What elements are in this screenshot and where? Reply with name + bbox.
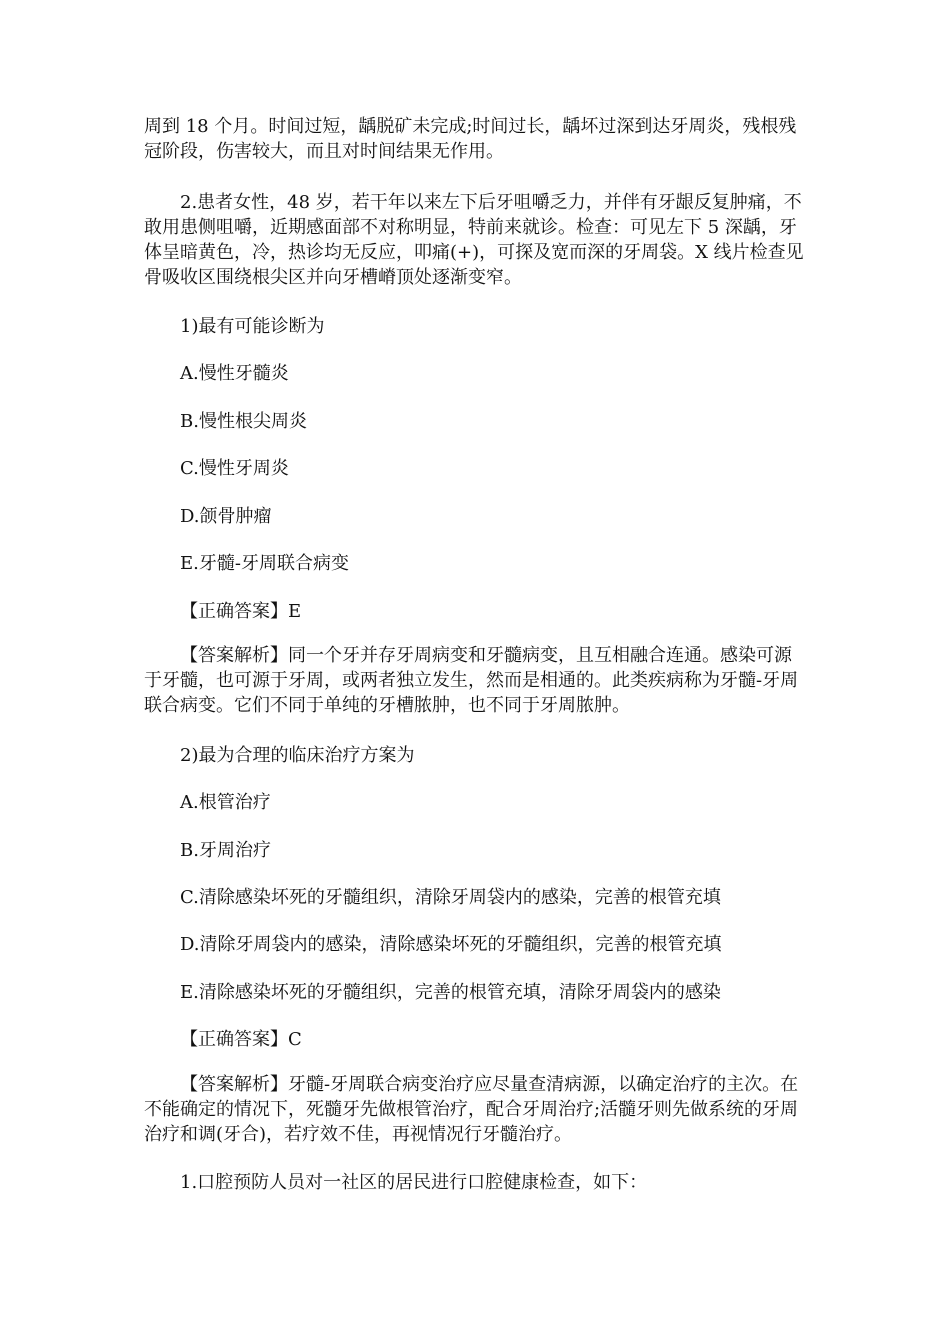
question-1-stem: 1)最有可能诊断为: [180, 316, 325, 337]
paragraph-intro-continuation: 周到 18 个月。时间过短，龋脱矿未完成;时间过长，龋坏过深到达牙周炎，残根残冠阶段，伤害较大，而且对时间结果无作用。: [144, 116, 797, 162]
question-1-option-b: B.慢性根尖周炎: [180, 411, 307, 432]
question-2-option-a: A.根管治疗: [180, 792, 271, 813]
question-1-explanation: 【答案解析】同一个牙并存牙周病变和牙髓病变，且互相融合连通。感染可源于牙髓，也可源于牙周，或两者独立发生，然而是相通的。此类疾病称为牙髓-牙周联合病变。它们不同于单纯的牙槽脓肿，也不同于牙周脓肿。: [144, 645, 799, 716]
question-2-explanation: 【答案解析】牙髓-牙周联合病变治疗应尽量查清病源，以确定治疗的主次。在不能确定的情况下，死髓牙先做根管治疗，配合牙周治疗;活髓牙则先做系统的牙周治疗和调(牙合)，若疗效不佳，再视情况行牙髓治疗。: [144, 1074, 799, 1145]
question-1-option-e: E.牙髓-牙周联合病变: [180, 553, 349, 574]
question-2-stem: 2)最为合理的临床治疗方案为: [180, 745, 415, 766]
paragraph-case-2: 2.患者女性，48 岁，若干年以来左下后牙咀嚼乏力，并伴有牙龈反复肿痛，不敢用患侧咀嚼，近期感面部不对称明显，特前来就诊。检查：可见左下 5 深龋，牙体呈暗黄色，冷，热诊均无反应，叩痛(+)，可探及宽而深的牙周袋。X 线片检查见骨吸收区围绕根尖区并向牙槽嵴顶处逐渐变窄。: [144, 192, 804, 288]
question-1-option-a: A.慢性牙髓炎: [180, 363, 289, 384]
question-1-option-c: C.慢性牙周炎: [180, 458, 289, 479]
next-section-intro: 1.口腔预防人员对一社区的居民进行口腔健康检查，如下：: [180, 1172, 648, 1193]
question-2-option-c: C.清除感染坏死的牙髓组织，清除牙周袋内的感染，完善的根管充填: [180, 887, 721, 908]
question-2-option-b: B.牙周治疗: [180, 840, 271, 861]
question-1-option-d: D.颌骨肿瘤: [180, 506, 272, 527]
question-2-answer: 【正确答案】C: [180, 1029, 302, 1050]
question-2-option-d: D.清除牙周袋内的感染，清除感染坏死的牙髓组织，完善的根管充填: [180, 934, 722, 955]
question-1-answer: 【正确答案】E: [180, 601, 302, 622]
question-2-option-e: E.清除感染坏死的牙髓组织，完善的根管充填，清除牙周袋内的感染: [180, 982, 721, 1003]
